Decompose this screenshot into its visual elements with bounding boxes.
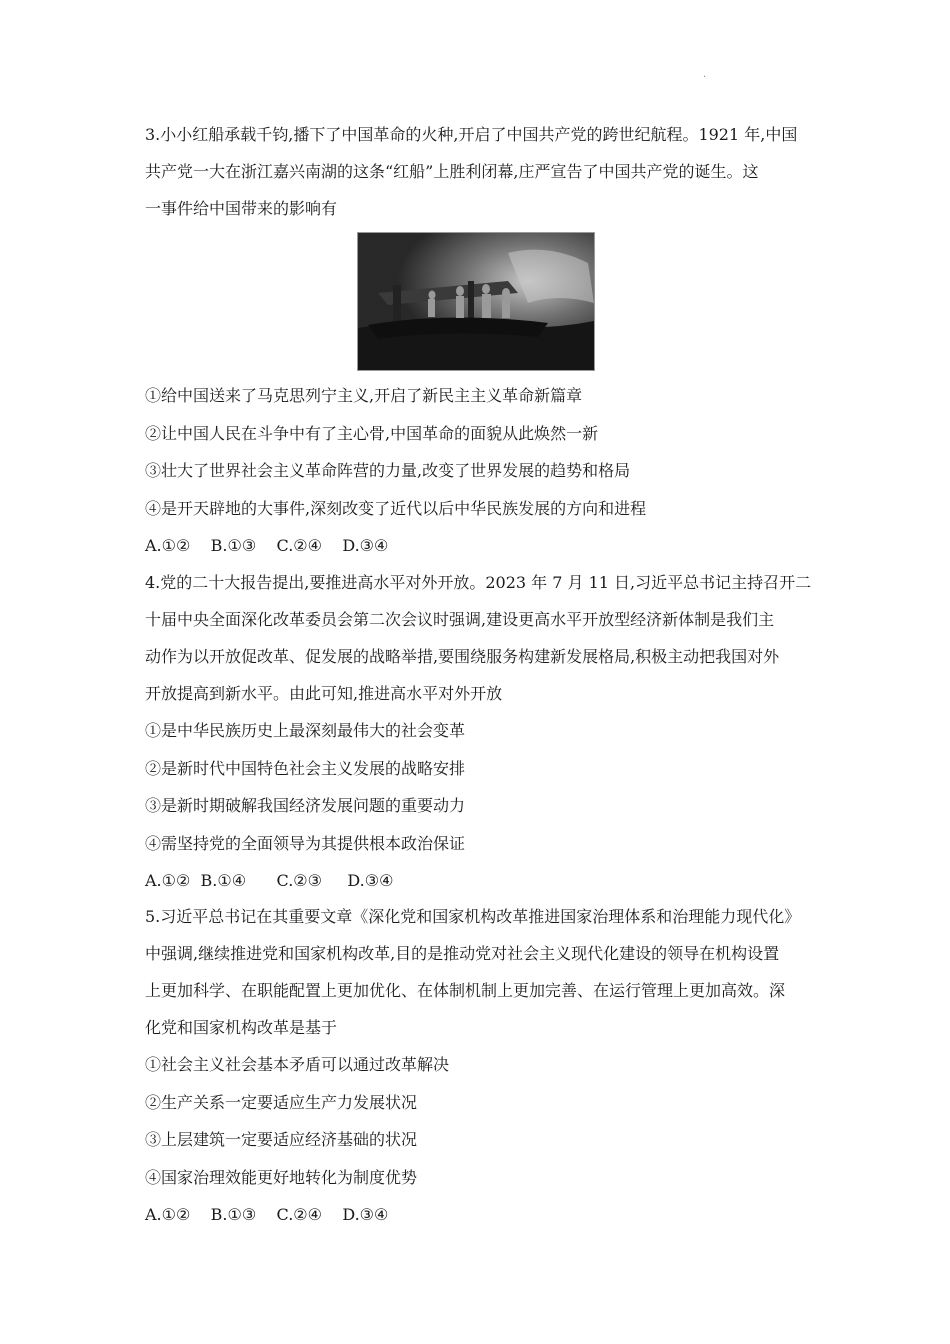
red-boat-photo-image [358,233,594,370]
stem-line: 上更加科学、在职能配置上更加优化、在体制机制上更加完善、在运行管理上更加高效。深 [145,981,786,1000]
stem-line: 化党和国家机构改革是基于 [145,1018,338,1037]
answer-choices: A.①② B.①③ C.②④ D.③④ [145,536,389,555]
stem-line: 十届中央全面深化改革委员会第二次会议时强调,建设更高水平开放型经济新体制是我们主 [145,610,775,629]
question-3 [145,116,810,227]
stem-line: 5.习近平总书记在其重要文章《深化党和国家机构改革推进国家治理体系和治理能力现代化》 [145,907,801,926]
option-1: ①是中华民族历史上最深刻最伟大的社会变革 [145,721,466,740]
question-4 [145,564,810,899]
stem-line: 动作为以开放促改革、促发展的战略举措,要围绕服务构建新发展格局,积极主动把我国对外 [145,647,780,666]
stem-line: 3.小小红船承载千钧,播下了中国革命的火种,开启了中国共产党的跨世纪航程。1921 年,中国 [145,125,798,144]
option-1: ①社会主义社会基本矛盾可以通过改革解决 [145,1055,450,1074]
option-3: ③壮大了世界社会主义革命阵营的力量,改变了世界发展的趋势和格局 [145,461,631,480]
stem-line: 中强调,继续推进党和国家机构改革,目的是推动党对社会主义现代化建设的领导在机构设置 [145,944,780,963]
stem-line: 4.党的二十大报告提出,要推进高水平对外开放。2023 年 7 月 11 日,习近平总书记主持召开二 [145,573,812,592]
stem-line: 共产党一大在浙江嘉兴南湖的这条“红船”上胜利闭幕,庄严宣告了中国共产党的诞生。这 [145,162,759,181]
question-5-stem [145,898,810,1046]
option-4: ④需坚持党的全面领导为其提供根本政治保证 [145,833,466,853]
scan-speck: · [703,72,707,83]
option-3: ③上层建筑一定要适应经济基础的状况 [145,1130,418,1149]
stem-line: 开放提高到新水平。由此可知,推进高水平对外开放 [145,684,503,703]
option-4: ④国家治理效能更好地转化为制度优势 [145,1167,418,1187]
answer-choices: A.①② B.①④ C.②③ D.③④ [145,871,394,890]
question-3-stem [145,116,810,227]
red-boat-photo [357,232,595,371]
option-2: ②是新时代中国特色社会主义发展的战略安排 [145,758,466,778]
option-2: ②让中国人民在斗争中有了主心骨,中国革命的面貌从此焕然一新 [145,423,599,443]
option-2: ②生产关系一定要适应生产力发展状况 [145,1092,418,1112]
answer-choices: A.①② B.①③ C.②④ D.③④ [145,1205,389,1224]
stem-line: 一事件给中国带来的影响有 [145,199,338,218]
option-3: ③是新时期破解我国经济发展问题的重要动力 [145,796,466,815]
question-3-options [145,377,810,564]
option-1: ①给中国送来了马克思列宁主义,开启了新民主主义革命新篇章 [145,386,583,405]
question-5 [145,898,810,1233]
question-4-stem [145,564,810,712]
option-4: ④是开天辟地的大事件,深刻改变了近代以后中华民族发展的方向和进程 [145,498,647,518]
